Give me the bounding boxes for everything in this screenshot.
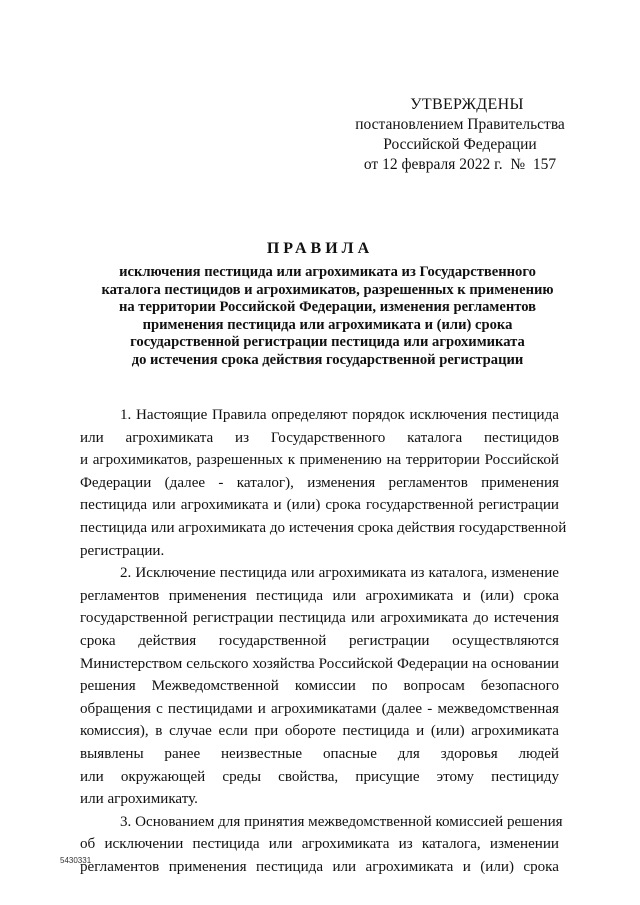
paragraph-line: Министерством сельского хозяйства Российской Федерации на основании (80, 655, 559, 672)
paragraph-line: выявлены ранее неизвестные опасные для здоровья людей (80, 745, 559, 762)
paragraph-line: обращения с пестицидами и агрохимикатами (далее - межведомственная (80, 700, 559, 717)
paragraph-1 (80, 404, 567, 562)
paragraph-line: решения Межведомственной комиссии по вопросам безопасного (80, 678, 559, 695)
subtitle-line: исключения пестицида или агрохимиката из Государственного (119, 264, 536, 280)
paragraph-2 (80, 562, 559, 811)
subtitle-line: применения пестицида или агрохимиката и (или) срока (142, 316, 513, 333)
paragraph-line: регламентов применения пестицида или агрохимиката и (или) срока (80, 587, 559, 604)
paragraph-line: комиссия), в случае если при обороте пестицида и (или) агрохимиката (80, 723, 559, 740)
paragraph-line: регистрации. (80, 542, 165, 559)
paragraph-line: или окружающей среды свойства, присущие этому пестициду (80, 768, 559, 785)
paragraph-line: государственной регистрации пестицида или агрохимиката до истечения (80, 610, 559, 627)
approval-block (345, 95, 575, 175)
subtitle-line: до истечения срока действия государственной регистрации (131, 351, 524, 368)
approval-line-1: постановлением Правительства (355, 116, 565, 133)
paragraph-line: или агрохимиката из Государственного каталога пестицидов (80, 429, 559, 446)
paragraph-line: 2. Исключение пестицида или агрохимиката из каталога, изменение (120, 565, 559, 582)
document-body (80, 404, 567, 878)
paragraph-line: 3. Основанием для принятия межведомственной комиссией решения (120, 813, 563, 830)
approval-heading: УТВЕРЖДЕНЫ (410, 96, 524, 113)
paragraph-line: об исключении пестицида или агрохимиката из каталога, изменении (80, 836, 559, 853)
subtitle-line: каталога пестицидов и агрохимикатов, разрешенных к применению (101, 281, 554, 298)
document-code: 5430331 (60, 856, 92, 865)
paragraph-line: или агрохимикату. (80, 791, 198, 808)
paragraph-line: Федерации (далее - каталог), изменения регламентов применения (80, 474, 559, 491)
document-title: ПРАВИЛА (266, 240, 374, 257)
document-subtitle (70, 264, 585, 370)
paragraph-line: 1. Настоящие Правила определяют порядок исключения пестицида (120, 407, 559, 423)
paragraph-3 (80, 811, 563, 879)
approval-line-2: Российской Федерации (383, 136, 537, 153)
paragraph-line: и агрохимикатов, разрешенных к применению на территории Российской (80, 452, 559, 469)
subtitle-line: на территории Российской Федерации, изменения регламентов (118, 299, 537, 316)
paragraph-line: пестицида или агрохимиката до истечения срока действия государственной (80, 519, 567, 536)
paragraph-line: срока действия государственной регистрации осуществляются (80, 632, 559, 649)
paragraph-line: пестицида или агрохимиката и (или) срока государственной регистрации (80, 497, 559, 514)
subtitle-line: государственной регистрации пестицида или агрохимиката (130, 334, 525, 351)
paragraph-line: регламентов применения пестицида или агрохимиката и (или) срока (80, 858, 559, 875)
approval-line-3: от 12 февраля 2022 г. № 157 (363, 156, 557, 173)
